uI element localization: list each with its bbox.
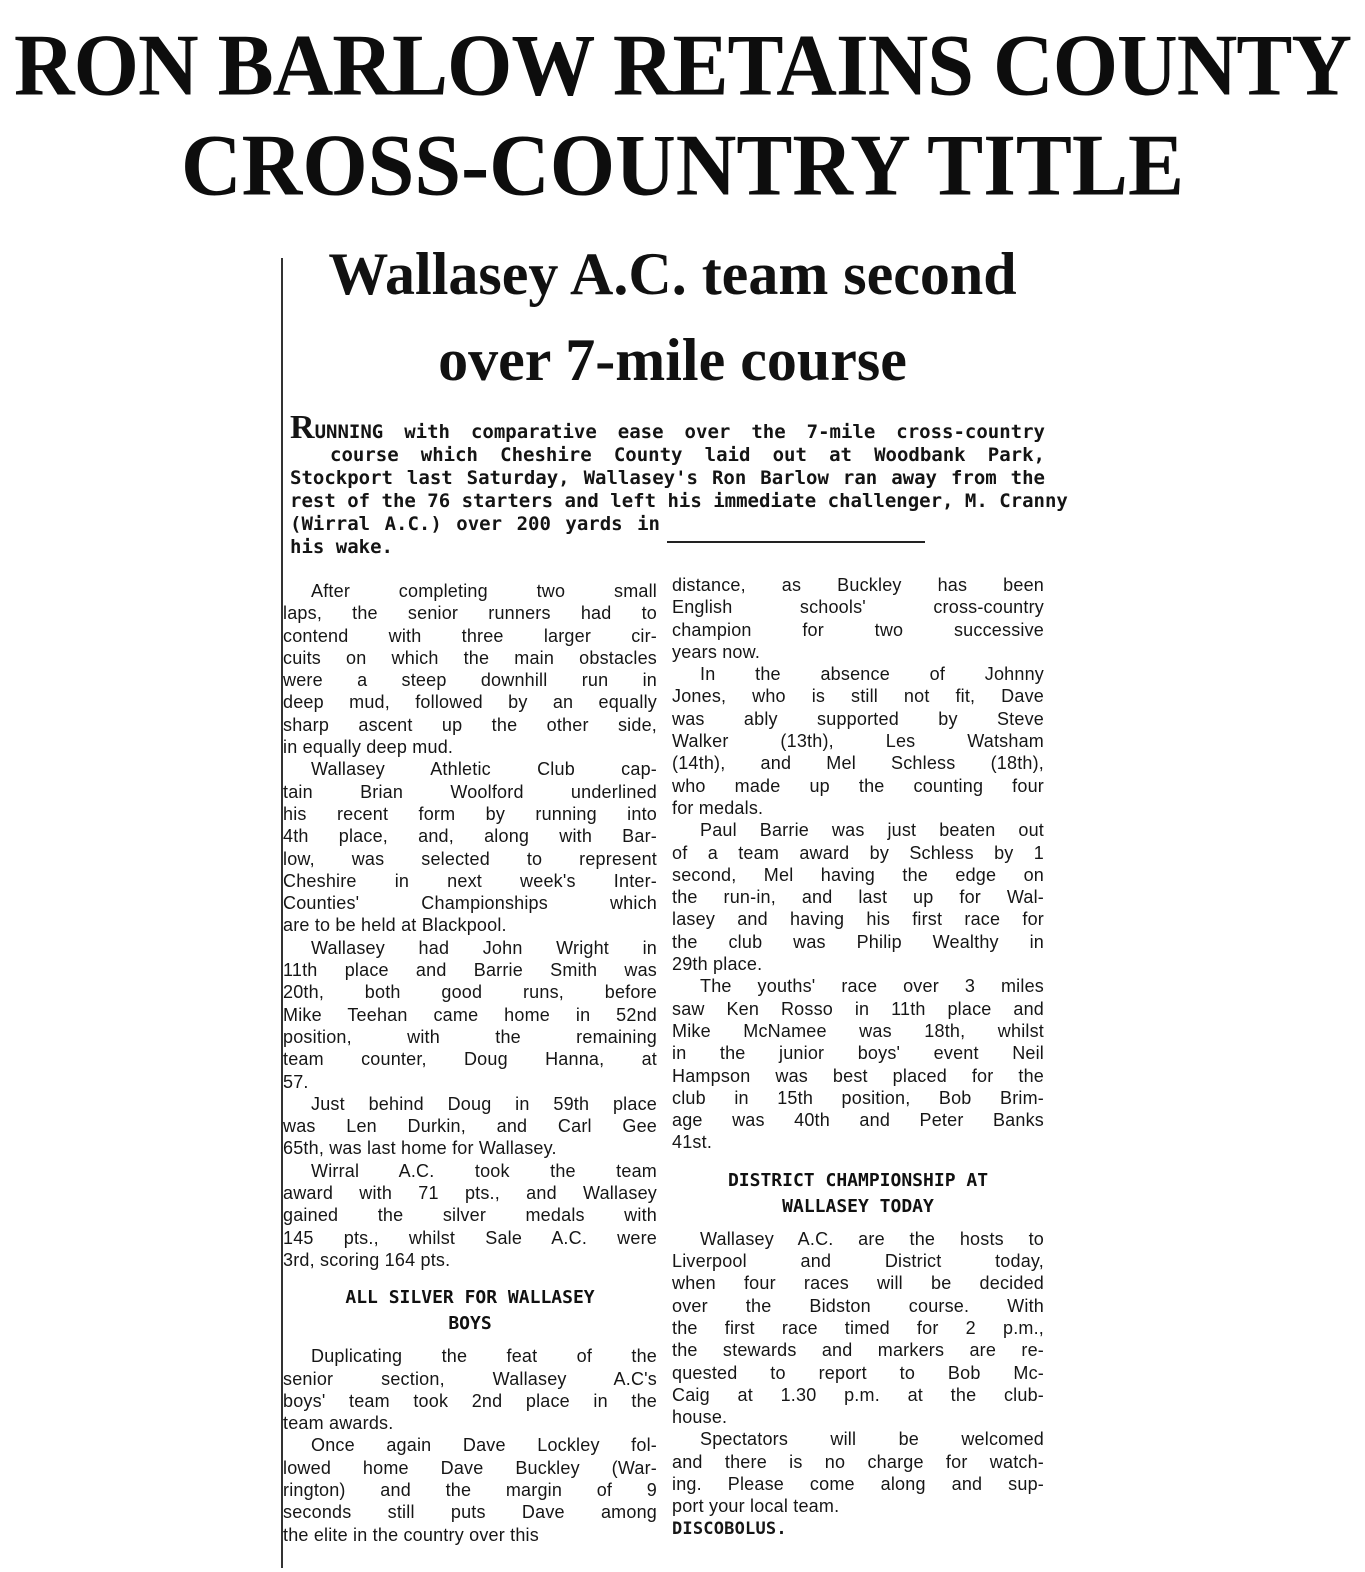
section-heading — [672, 1168, 1044, 1220]
article-line: the stewards and markers are re- — [672, 1340, 1044, 1361]
drop-cap: R — [290, 409, 315, 446]
article-line: when four races will be decided — [672, 1273, 1044, 1294]
article-line: 41st. — [672, 1132, 713, 1153]
article-line: the run-in, and last up for Wal- — [672, 887, 1044, 908]
article-line: in the junior boys' event Neil — [672, 1043, 1044, 1064]
article-line: club in 15th position, Bob Brim- — [672, 1087, 1044, 1108]
article-line: 57. — [283, 1071, 309, 1092]
article-line: his recent form by running into — [283, 803, 657, 824]
left-column — [283, 580, 657, 1546]
article-line: distance, as Buckley has been — [672, 575, 1044, 595]
article-line: for medals. — [672, 797, 764, 818]
article-line: Counties' Championships which — [283, 893, 657, 914]
article-line: Liverpool and District today, — [672, 1251, 1044, 1272]
article-line: champion for two successive — [672, 619, 1044, 640]
section-heading-line: ALL SILVER FOR WALLASEY — [345, 1287, 595, 1309]
subheadline-line-2: over 7-mile course — [438, 327, 907, 393]
article-line: 145 pts., whilst Sale A.C. were — [283, 1227, 657, 1248]
article-line: contend with three larger cir- — [283, 625, 657, 646]
headline-line-2: CROSS-COUNTRY TITLE — [181, 116, 1184, 215]
article-line: rington) and the margin of 9 — [283, 1479, 657, 1500]
article-line: of a team award by Schless by 1 — [672, 842, 1044, 863]
section-heading-line: BOYS — [448, 1313, 492, 1335]
article-line: second, Mel having the edge on — [672, 864, 1044, 885]
article-line: cuits on which the main obstacles — [283, 647, 657, 668]
article-line: team awards. — [283, 1413, 394, 1434]
article-line: Walker (13th), Les Watsham — [672, 731, 1044, 752]
article-line: lowed home Dave Buckley (War- — [283, 1457, 657, 1478]
article-line: who made up the counting four — [672, 775, 1044, 796]
article-line: the first race timed for 2 p.m., — [672, 1317, 1044, 1338]
article-line: Mike McNamee was 18th, whilst — [672, 1020, 1044, 1041]
article-line: house. — [672, 1407, 728, 1428]
article-line: team counter, Doug Hanna, at — [283, 1049, 657, 1070]
article-line: Wirral A.C. took the team — [311, 1160, 657, 1181]
article-line: The youths' race over 3 miles — [700, 976, 1044, 997]
article-line: Spectators will be welcomed — [700, 1429, 1044, 1450]
article-line: senior section, Wallasey A.C's — [283, 1368, 657, 1389]
article-line: (14th), and Mel Schless (18th), — [672, 753, 1044, 774]
article-line: ing. Please come along and sup- — [672, 1473, 1044, 1494]
article-line: quested to report to Bob Mc- — [672, 1362, 1044, 1383]
lead-line: his wake. — [290, 536, 393, 558]
article-line: Just behind Doug in 59th place — [311, 1093, 657, 1114]
article-line: boys' team took 2nd place in the — [283, 1390, 657, 1411]
article-line: in equally deep mud. — [283, 737, 454, 758]
lead-paragraph — [290, 409, 1068, 559]
article-line: 20th, both good runs, before — [283, 982, 657, 1003]
article-line: lasey and having his first race for — [672, 909, 1044, 930]
headline-line-1: RON BARLOW RETAINS COUNTY — [13, 16, 1352, 115]
article-line: Once again Dave Lockley fol- — [311, 1435, 657, 1456]
article-line: 4th place, and, along with Bar- — [283, 826, 657, 847]
article-line: Caig at 1.30 p.m. at the club- — [672, 1384, 1044, 1405]
article-line: award with 71 pts., and Wallasey — [283, 1183, 657, 1204]
article-line: After completing two small — [311, 581, 657, 601]
lead-divider-rule — [667, 541, 925, 543]
article-line: Duplicating the feat of the — [311, 1346, 657, 1367]
article-line: 29th place. — [672, 954, 763, 975]
article-line: age was 40th and Peter Banks — [672, 1110, 1044, 1131]
lead-line-text: UNNING with comparative ease over the 7-mile cross-country — [314, 421, 1045, 443]
article-line: 65th, was last home for Wallasey. — [283, 1138, 557, 1159]
article-line: saw Ken Rosso in 11th place and — [672, 998, 1044, 1019]
lead-line — [290, 409, 1045, 446]
article-line: and there is no charge for watch- — [672, 1451, 1044, 1472]
section-heading — [283, 1285, 657, 1337]
article-line: were a steep downhill run in — [283, 670, 657, 691]
article-line: low, was selected to represent — [283, 848, 657, 869]
article-line: port your local team. — [672, 1496, 840, 1517]
section-heading-line: WALLASEY TODAY — [782, 1195, 934, 1217]
article-line: over the Bidston course. With — [672, 1295, 1044, 1316]
article-line: English schools' cross-country — [672, 597, 1044, 618]
article-line: tain Brian Woolford underlined — [283, 781, 657, 802]
article-line: are to be held at Blackpool. — [283, 915, 507, 936]
article-line: In the absence of Johnny — [700, 664, 1044, 685]
right-column — [672, 574, 1044, 1540]
byline-signature: DISCOBOLUS. — [672, 1518, 787, 1539]
article-line: position, with the remaining — [283, 1026, 657, 1047]
article-line: Cheshire in next week's Inter- — [283, 870, 657, 891]
article-line: Mike Teehan came home in 52nd — [283, 1004, 657, 1025]
subheadline-line-1: Wallasey A.C. team second — [328, 241, 1017, 307]
lead-line: Stockport last Saturday, Wallasey's Ron Barlow ran away from the — [290, 467, 1045, 489]
article-line: deep mud, followed by an equally — [283, 692, 657, 713]
article-line: Wallasey Athletic Club cap- — [311, 759, 657, 780]
article-line: seconds still puts Dave among — [283, 1502, 657, 1523]
article-line: was Len Durkin, and Carl Gee — [283, 1116, 657, 1137]
article-line: the club was Philip Wealthy in — [672, 931, 1044, 952]
article-line: the elite in the country over this — [283, 1524, 539, 1545]
lead-line: (Wirral A.C.) over 200 yards in — [290, 513, 660, 535]
article-line: gained the silver medals with — [283, 1205, 657, 1226]
article-line: 11th place and Barrie Smith was — [283, 960, 657, 981]
article-line: Wallasey had John Wright in — [311, 937, 657, 958]
article-line: was ably supported by Steve — [672, 708, 1044, 729]
article-line: laps, the senior runners had to — [283, 603, 657, 624]
article-line: Wallasey A.C. are the hosts to — [700, 1228, 1044, 1249]
article-line: years now. — [672, 641, 761, 662]
article-line: sharp ascent up the other side, — [283, 714, 657, 735]
article-line: Hampson was best placed for the — [672, 1065, 1044, 1086]
section-heading-line: DISTRICT CHAMPIONSHIP AT — [727, 1169, 989, 1191]
article-line: Jones, who is still not fit, Dave — [672, 686, 1044, 707]
lead-line: rest of the 76 starters and left his immediate challenger, M. Cranny — [290, 490, 1068, 512]
article-line: 3rd, scoring 164 pts. — [283, 1249, 451, 1270]
lead-line: course which Cheshire County laid out at Woodbank Park, — [330, 444, 1045, 466]
article-line: Paul Barrie was just beaten out — [700, 820, 1044, 841]
